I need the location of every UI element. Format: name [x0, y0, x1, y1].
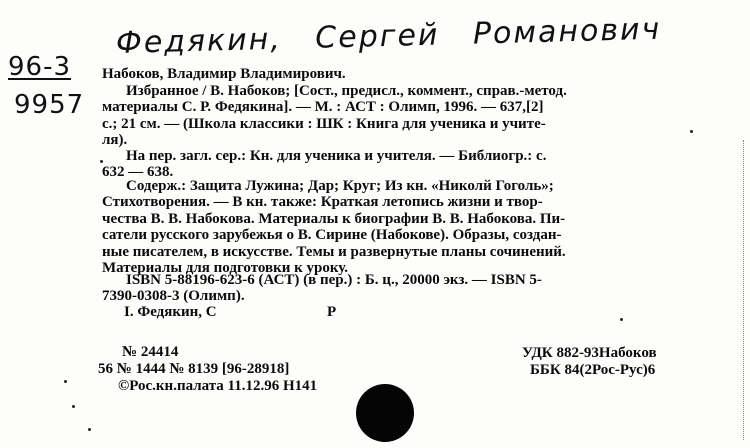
title-line: ля).: [102, 132, 128, 149]
isbn-line: ISBN 5-88196-623-6 (АСТ) (в пер.) : Б. ц., 20000 экз. — ISBN 5-: [126, 272, 542, 288]
ink-blot: [356, 384, 414, 442]
speck: [72, 405, 75, 408]
added-entry: I. Федякин, С: [124, 304, 217, 320]
contents-block: [102, 178, 689, 276]
contents-line: ные писателем, в искусстве. Темы и развернутые планы сочинений.: [102, 243, 566, 260]
title-line: Избранное / В. Набоков; [Сост., предисл., коммент., справ.-метод.: [126, 83, 567, 99]
bbk-code: ББК 84(2Рос-Рус)6: [530, 362, 656, 378]
title-line: с.; 21 см. — (Школа классики : ШК : Книга для ученика и учите-: [102, 115, 546, 132]
handwritten-call-number-top: 96-3: [8, 52, 72, 82]
title-block: [102, 83, 689, 149]
card-heading: Набоков, Владимир Владимирович.: [102, 66, 346, 82]
isbn-block: [102, 272, 689, 305]
handwritten-author-name: Федякин, Сергей Романович: [115, 11, 662, 61]
title-line: материалы С. Р. Федякина]. — М. : АСТ : Олимп, 1996. — 637,[2]: [102, 99, 544, 116]
isbn-line: 7390-0308-3 (Олимп).: [102, 288, 245, 305]
record-number: № 24414: [122, 344, 179, 360]
speck: [690, 130, 693, 133]
udk-code: УДК 882-93Набоков: [522, 345, 657, 361]
speck: [620, 318, 623, 321]
speck: [100, 160, 103, 163]
book-chamber-line: ©Рос.кн.палата 11.12.96 Н141: [118, 378, 318, 394]
contents-line: Материалы для подготовки к уроку.: [102, 260, 349, 277]
note-block: [102, 148, 689, 181]
registry-line: 56 № 1444 № 8139 [96-28918]: [98, 361, 290, 377]
speck: [88, 428, 91, 431]
note-line: На пер. загл. сер.: Кн. для ученика и учителя. — Библиогр.: с.: [126, 148, 547, 164]
contents-line: Содерж.: Защита Лужина; Дар; Круг; Из кн. «Николй Гоголь»;: [126, 178, 554, 194]
speck: [64, 380, 67, 383]
handwritten-call-number-bottom: 9957: [14, 90, 85, 120]
contents-line: сатели русского зарубежья о В. Сирине (Набокове). Образы, создан-: [102, 227, 562, 244]
added-entry-letter: Р: [327, 304, 337, 320]
contents-line: Стихотворения. — В кн. также: Краткая летопись жизни и твор-: [102, 194, 543, 211]
card-edge: [743, 140, 750, 440]
contents-line: чества В. В. Набокова. Материалы к биографии В. В. Набокова. Пи-: [102, 210, 566, 227]
note-line: 632 — 638.: [102, 164, 174, 181]
